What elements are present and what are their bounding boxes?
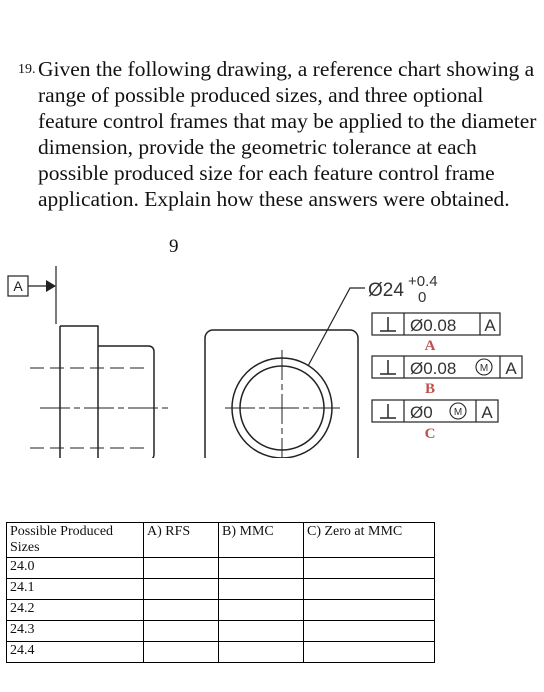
mmc-cell[interactable] — [219, 642, 304, 663]
engineering-drawing — [0, 258, 544, 458]
rfs-cell[interactable] — [144, 558, 219, 579]
mmc-cell[interactable] — [219, 558, 304, 579]
zero-mmc-cell[interactable] — [304, 642, 435, 663]
fcf-c-tolerance: Ø0 — [410, 403, 433, 422]
fcf-a-label: A — [424, 338, 436, 354]
fcf-a-tolerance: Ø0.08 — [410, 316, 457, 335]
header-produced-sizes: Possible Produced Sizes — [7, 523, 144, 558]
header-zero-at-mmc: C) Zero at MMC — [304, 523, 435, 558]
size-cell: 24.1 — [7, 579, 144, 600]
rfs-cell[interactable] — [144, 600, 219, 621]
table-header-row — [7, 523, 435, 558]
fcf-a — [372, 313, 500, 354]
diameter-dimension — [368, 273, 438, 306]
mmc-cell[interactable] — [219, 621, 304, 642]
figure-number: 9 — [169, 236, 179, 257]
fcf-a-datum: A — [484, 316, 496, 335]
size-cell: 24.0 — [7, 558, 144, 579]
fcf-b-datum: A — [505, 359, 517, 378]
fcf-b-tolerance: Ø0.08 — [410, 359, 457, 378]
table-row — [7, 621, 435, 642]
question-text: Given the following drawing, a reference chart showing a range of possible produced sizes, and three optional feature control frames that may be applied to the diameter dimension, provide the geometric tolerance at each possible produced size for each feature control frame application. Explain how these answers were obtained. — [38, 57, 537, 211]
side-view — [30, 326, 170, 458]
table-row — [7, 642, 435, 663]
table-row — [7, 558, 435, 579]
fcf-c-modifier: M — [453, 407, 463, 418]
zero-mmc-cell[interactable] — [304, 558, 435, 579]
rfs-cell[interactable] — [144, 621, 219, 642]
reference-chart — [6, 522, 435, 663]
fcf-b-label: B — [424, 381, 436, 397]
fcf-c-label: C — [424, 426, 436, 442]
mmc-cell[interactable] — [219, 579, 304, 600]
fcf-c-datum: A — [481, 403, 493, 422]
tolerance-lower: 0 — [418, 289, 427, 306]
datum-letter: A — [13, 278, 23, 294]
size-cell: 24.4 — [7, 642, 144, 663]
fcf-c — [372, 400, 498, 442]
header-mmc: B) MMC — [219, 523, 304, 558]
zero-mmc-cell[interactable] — [304, 600, 435, 621]
zero-mmc-cell[interactable] — [304, 579, 435, 600]
zero-mmc-cell[interactable] — [304, 621, 435, 642]
table-row — [7, 579, 435, 600]
front-view — [205, 288, 365, 458]
question-number: 19. — [18, 62, 36, 77]
fcf-b-modifier: M — [479, 363, 489, 374]
rfs-cell[interactable] — [144, 642, 219, 663]
size-cell: 24.2 — [7, 600, 144, 621]
fcf-b — [372, 356, 522, 397]
tolerance-upper: +0.4 — [408, 273, 438, 290]
datum-feature-symbol — [8, 266, 56, 324]
rfs-cell[interactable] — [144, 579, 219, 600]
mmc-cell[interactable] — [219, 600, 304, 621]
size-cell: 24.3 — [7, 621, 144, 642]
table-row — [7, 600, 435, 621]
diameter-value: Ø24 — [368, 280, 404, 301]
header-rfs: A) RFS — [144, 523, 219, 558]
